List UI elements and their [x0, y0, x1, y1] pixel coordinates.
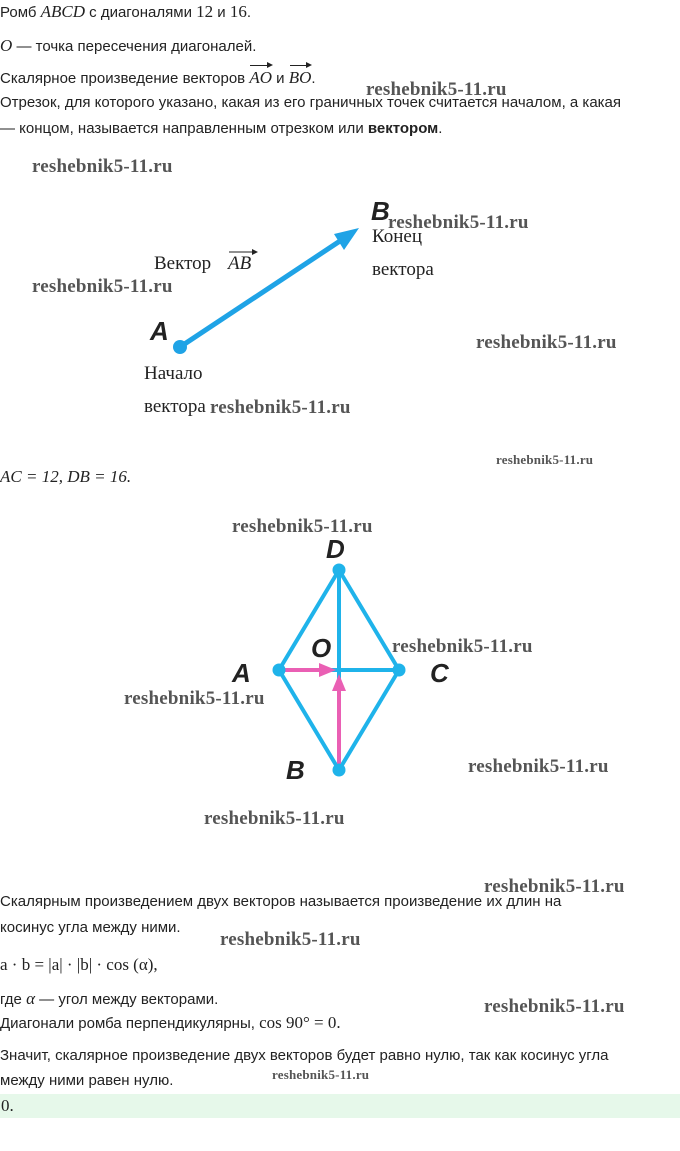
- start-label-1: Начало: [144, 363, 203, 384]
- watermark: reshebnik5-11.ru: [232, 516, 373, 537]
- label-c: C: [430, 658, 449, 688]
- problem-text: .: [311, 70, 316, 87]
- problem-text: — точка пересечения диагоналей.: [12, 38, 257, 55]
- vector-label-arrow: [252, 249, 258, 255]
- vector-ao-head: [319, 663, 336, 677]
- problem-text: с диагоналями: [84, 4, 197, 21]
- vector-bo: BO: [289, 62, 312, 88]
- watermark: reshebnik5-11.ru: [220, 929, 361, 950]
- watermark: reshebnik5-11.ru: [392, 636, 533, 657]
- alpha-symbol: α: [26, 989, 35, 1008]
- vertex-b: [333, 764, 346, 777]
- diagonal-1: 12: [196, 2, 214, 21]
- problem-text: .: [246, 4, 252, 21]
- where-text: где: [0, 991, 27, 1008]
- label-point-b: B: [371, 196, 390, 226]
- point-o: O: [0, 36, 13, 55]
- watermark: reshebnik5-11.ru: [210, 397, 351, 418]
- solution-def-2: косинус угла между ними.: [0, 919, 181, 936]
- watermark: reshebnik5-11.ru: [32, 156, 173, 177]
- rhombus-name: ABCD: [40, 2, 85, 21]
- vector-start-point: [173, 340, 187, 354]
- label-o: O: [311, 633, 332, 663]
- diagonal-2: 16: [229, 2, 247, 21]
- watermark: reshebnik5-11.ru: [476, 332, 617, 353]
- definition-line-1: Отрезок, для которого указано, какая из его граничных точек считается началом, а какая: [0, 94, 622, 111]
- watermark: reshebnik5-11.ru: [366, 79, 507, 100]
- vertex-d: [333, 564, 346, 577]
- watermark: reshebnik5-11.ru: [468, 756, 609, 777]
- answer-value: 0.: [1, 1096, 14, 1115]
- label-a: A: [232, 658, 251, 688]
- end-label-2: вектора: [372, 259, 434, 280]
- problem-text: Скалярное произведение векторов: [0, 70, 250, 87]
- conclusion-1: Значит, скалярное произведение двух векторов будет равно нулю, так как косинус угла: [0, 1047, 609, 1064]
- watermark: reshebnik5-11.ru: [32, 276, 173, 297]
- watermark: reshebnik5-11.ru: [388, 212, 529, 233]
- label-d: D: [326, 534, 345, 564]
- vector-figure: [0, 0, 680, 440]
- label-b: B: [286, 755, 305, 785]
- watermark: reshebnik5-11.ru: [484, 876, 625, 897]
- answer-box: [0, 1094, 680, 1118]
- term-vector: вектором: [367, 120, 439, 137]
- problem-text: и: [213, 4, 230, 21]
- definition-text: — концом, называется направленным отрезком или: [0, 120, 368, 137]
- solution-def-1: Скалярным произведением двух векторов называется произведение их длин на: [0, 893, 562, 910]
- cos-90: cos 90° = 0.: [259, 1013, 341, 1032]
- vector-label-name: AB: [228, 253, 252, 274]
- where-text: — угол между векторами.: [35, 991, 219, 1008]
- vector-bo-head: [332, 674, 346, 691]
- end-label-1: Конец: [372, 226, 422, 247]
- perp-text: Диагонали ромба перпендикулярны,: [0, 1015, 260, 1032]
- watermark: reshebnik5-11.ru: [484, 996, 625, 1017]
- watermark: reshebnik5-11.ru: [124, 688, 265, 709]
- vector-label: Вектор: [154, 253, 212, 274]
- vector-ab-arrowhead: [334, 228, 359, 250]
- conclusion-2: между ними равен нулю.: [0, 1072, 174, 1089]
- rhombus-outline: [279, 570, 399, 770]
- solution-where: [0, 989, 218, 1010]
- vertex-a: [273, 664, 286, 677]
- problem-text: Ромб: [0, 4, 41, 21]
- definition-text: .: [438, 120, 443, 137]
- watermark: reshebnik5-11.ru: [272, 1067, 370, 1082]
- problem-text: и: [271, 70, 289, 87]
- vector-ao: AO: [249, 62, 272, 88]
- dot-product-formula: a · b = |a| · |b| · cos (α),: [0, 955, 158, 974]
- label-point-a: A: [150, 316, 169, 346]
- watermark: reshebnik5-11.ru: [496, 452, 594, 467]
- solution-perp: [0, 1013, 341, 1034]
- vertex-c: [393, 664, 406, 677]
- start-label-2: вектора: [144, 396, 206, 417]
- given-values: AC = 12, DB = 16.: [0, 467, 132, 486]
- watermark: reshebnik5-11.ru: [204, 808, 345, 829]
